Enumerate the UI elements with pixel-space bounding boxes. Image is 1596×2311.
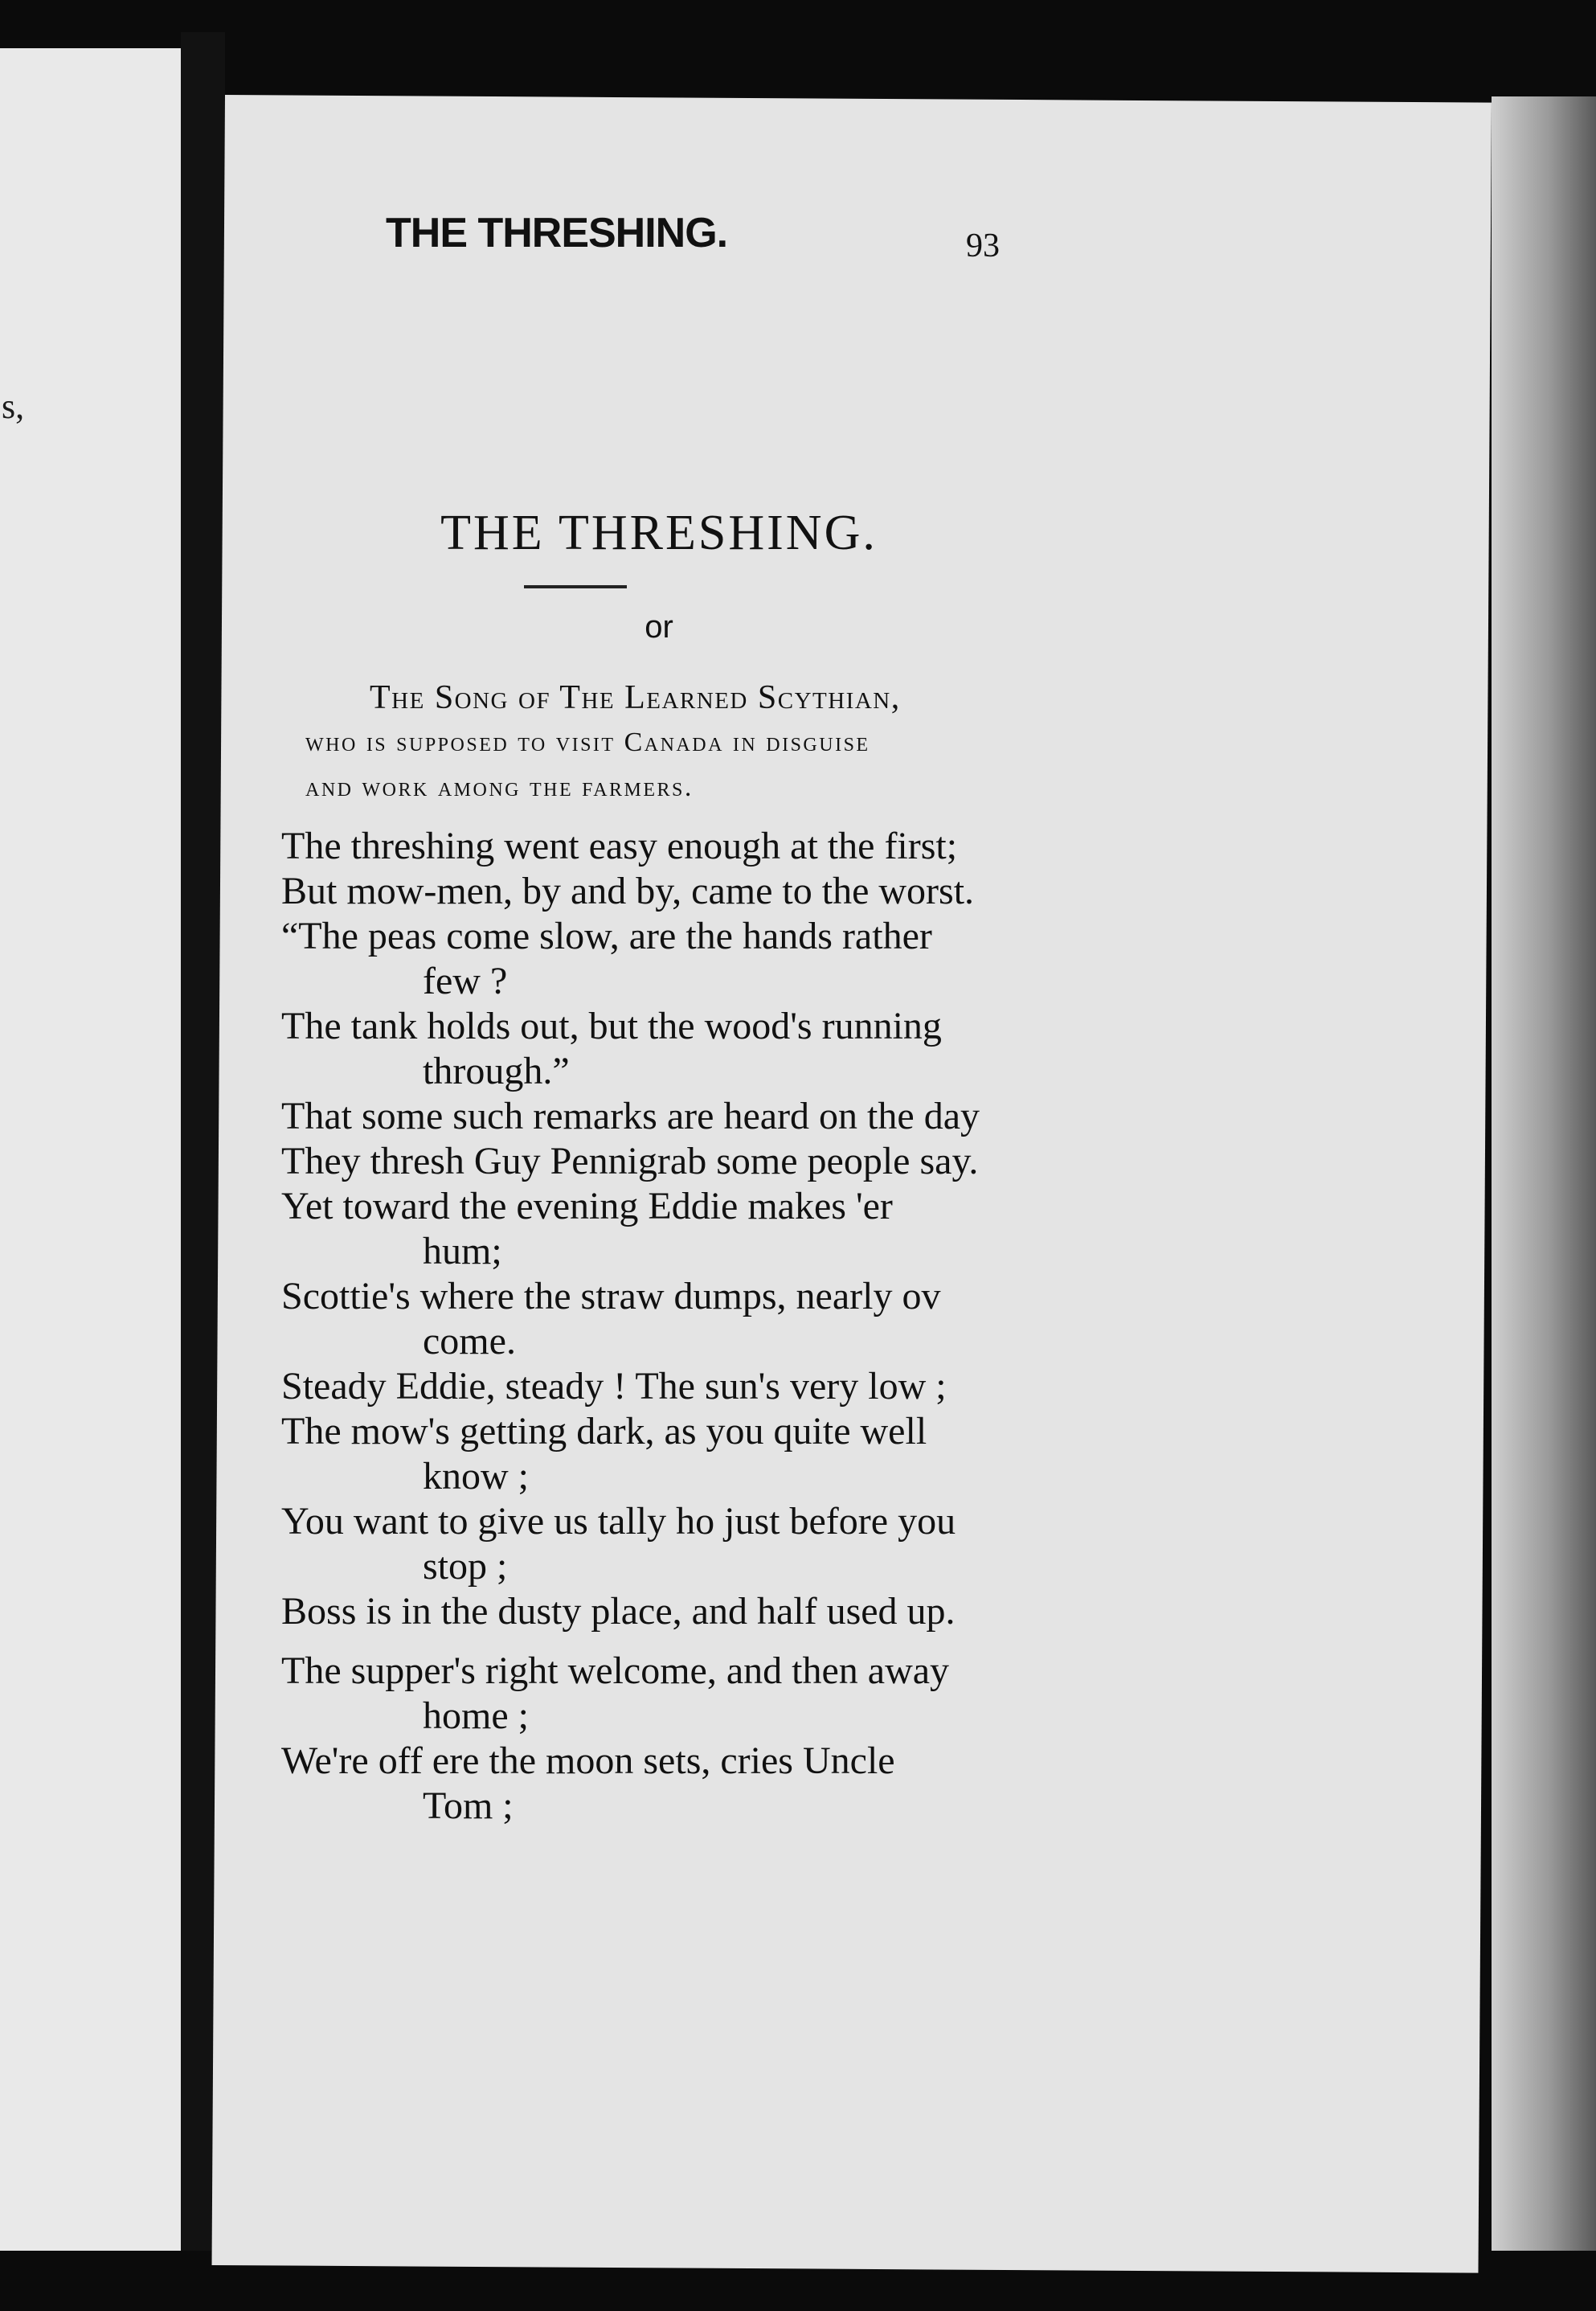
poem-body — [281, 824, 988, 1829]
poem-line: You want to give us tally ho just before you — [281, 1500, 956, 1543]
poem-line-continuation: stop ; — [423, 1545, 508, 1588]
poem-line: The supper's right welcome, and then away — [281, 1649, 950, 1692]
subtitle-line-1: The Song of The Learned Scythian, — [370, 679, 901, 716]
page-edge — [1492, 96, 1596, 2251]
poem-line: Scottie's where the straw dumps, nearly ov — [281, 1275, 941, 1317]
poem-line-continuation: come. — [423, 1320, 516, 1362]
subtitle-line-2: who is supposed to visit Canada in disguise — [305, 727, 870, 757]
poem-line: But mow-men, by and by, came to the worst. — [281, 870, 975, 912]
poem-line: The mow's getting dark, as you quite well — [281, 1410, 927, 1453]
poem-line: Yet toward the evening Eddie makes 'er — [281, 1185, 893, 1227]
poem-line-continuation: hum; — [423, 1230, 502, 1272]
poem-line-continuation: Tom ; — [423, 1784, 514, 1827]
poem-line-continuation: home ; — [423, 1694, 529, 1737]
title-rule — [524, 585, 627, 588]
poem-line: We're off ere the moon sets, cries Uncle — [281, 1739, 895, 1782]
page-number: 93 — [966, 227, 1000, 264]
poem-line-continuation: know ; — [423, 1455, 529, 1498]
poem-title: THE THRESHING. — [440, 506, 878, 560]
poem-line: The tank holds out, but the wood's running — [281, 1005, 942, 1047]
running-header: THE THRESHING. — [386, 210, 728, 256]
subtitle-line-3: and work among the farmers. — [305, 772, 694, 802]
poem-line-continuation: through.” — [423, 1050, 570, 1092]
alternate-title-connector: or — [645, 609, 673, 645]
poem-line: The threshing went easy enough at the first; — [281, 825, 958, 867]
poem-line: Steady Eddie, steady ! The sun's very low ; — [281, 1365, 947, 1407]
poem-subtitle — [305, 675, 996, 810]
poem-line-continuation: few ? — [423, 960, 508, 1002]
poem-line: “The peas come slow, are the hands rather — [281, 915, 932, 957]
poem-line: That some such remarks are heard on the day — [281, 1095, 980, 1137]
poem-line: Boss is in the dusty place, and half used up. — [281, 1590, 956, 1633]
left-page-text-fragment: s, — [2, 387, 25, 426]
poem-line: They thresh Guy Pennigrab some people say. — [281, 1140, 979, 1182]
left-page — [0, 48, 181, 2251]
